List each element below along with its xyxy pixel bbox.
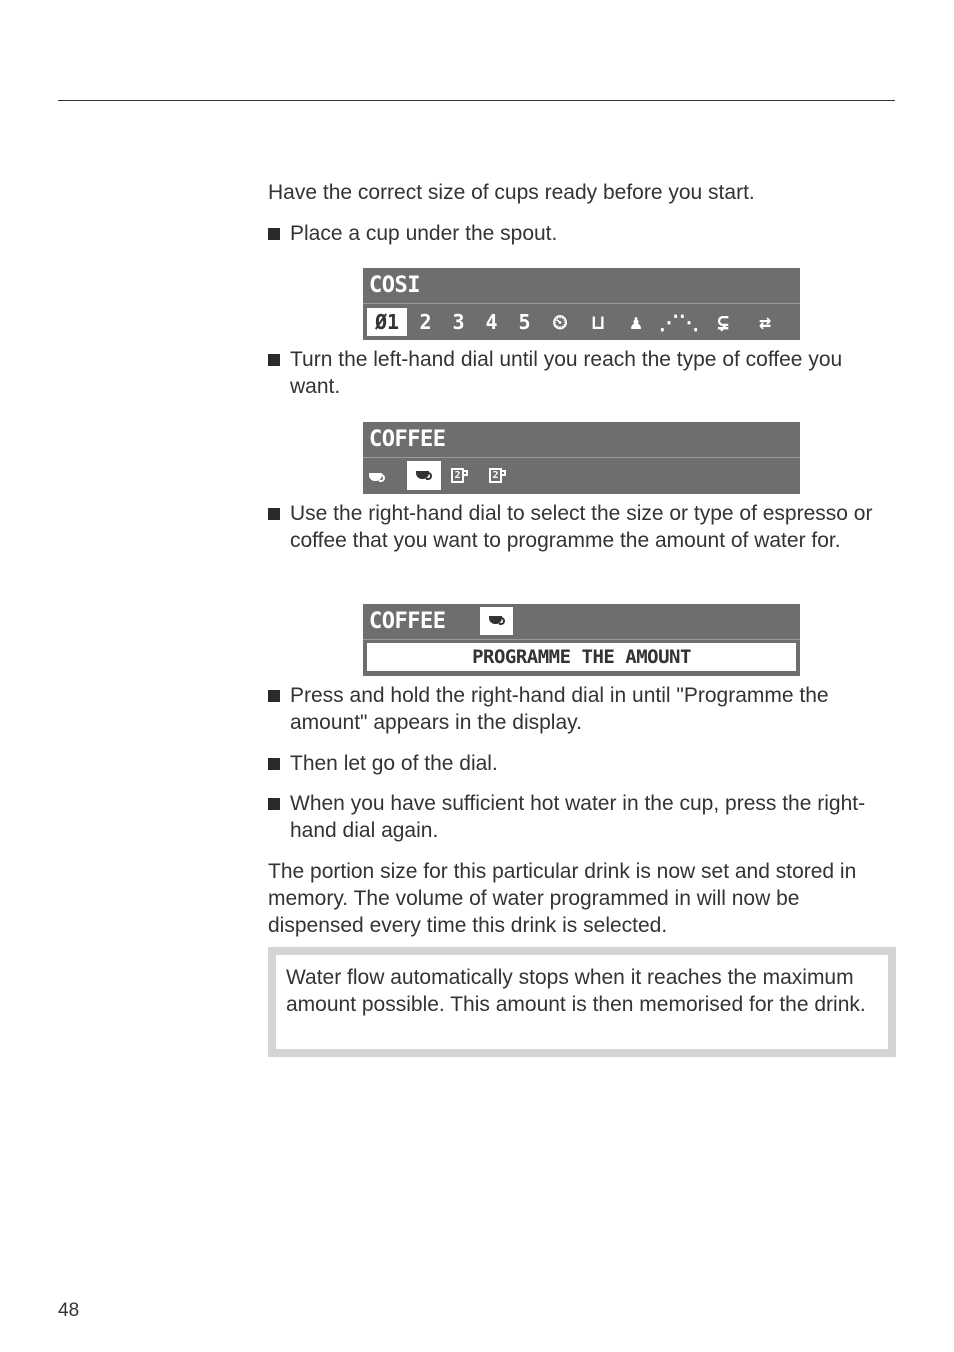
menu-item-2: 2 [419, 310, 432, 334]
bullet-square-icon [268, 690, 280, 702]
programme-amount-message: PROGRAMME THE AMOUNT [367, 643, 796, 671]
rinse-icon: ⊊ [716, 310, 730, 334]
settings-icon: ⇄ [758, 310, 772, 334]
double-mug-icon: 2 [451, 466, 471, 486]
display-title: COSI [363, 268, 800, 304]
timer-icon: ⏲ [552, 310, 568, 334]
double-mug-icon: 2 [489, 466, 509, 486]
cup-icon-selected [407, 461, 441, 490]
display-title: COFFEE [363, 604, 800, 640]
note-box [268, 947, 896, 1057]
menu-item-3: 3 [452, 310, 465, 334]
intro-text: Have the correct size of cups ready before you start. [268, 181, 755, 204]
header-rule [58, 100, 895, 101]
display-message-row [363, 640, 800, 676]
cup-icon-selected [480, 607, 513, 635]
step-place-cup: Place a cup under the spout. [268, 220, 896, 247]
display-title: COFFEE [363, 422, 800, 458]
display-coffee [363, 422, 800, 494]
bullet-square-icon [268, 354, 280, 366]
small-cup-icon [369, 467, 385, 486]
steam-icon: ♟ [629, 310, 643, 334]
display-cup-row [363, 458, 800, 494]
menu-item-4: 4 [485, 310, 498, 334]
display-cosi [363, 268, 800, 340]
step-press-hold: Press and hold the right-hand dial in until "Programme the amount" appears in the display. [268, 682, 896, 736]
step-right-dial-select: Use the right-hand dial to select the size or type of espresso or coffee that you want to programme the amount of water for. [268, 500, 896, 554]
hot-water-icon: ⊔ [591, 310, 605, 334]
page-number: 48 [58, 1300, 80, 1321]
display-menu-row [363, 304, 800, 340]
bullet-square-icon [268, 508, 280, 520]
step-let-go: Then let go of the dial. [268, 750, 896, 777]
bullet-square-icon [268, 758, 280, 770]
cup-warmer-icon: ⋰⋱ [659, 310, 699, 334]
note-text: Water flow automatically stops when it reaches the maximum amount possible. This amount is then memorised for the drink. [276, 955, 888, 1049]
menu-item-5: 5 [518, 310, 531, 334]
menu-item-selected: Ø1 [367, 308, 407, 336]
bullet-square-icon [268, 228, 280, 240]
display-programme [363, 604, 800, 676]
step-press-again: When you have sufficient hot water in the cup, press the right-hand dial again. [268, 790, 896, 844]
bullet-square-icon [268, 798, 280, 810]
summary-text: The portion size for this particular drink is now set and stored in memory. The volume of water programmed in will now be dispensed every time this drink is selected. [268, 860, 857, 937]
step-turn-left-dial: Turn the left-hand dial until you reach the type of coffee you want. [268, 346, 896, 400]
